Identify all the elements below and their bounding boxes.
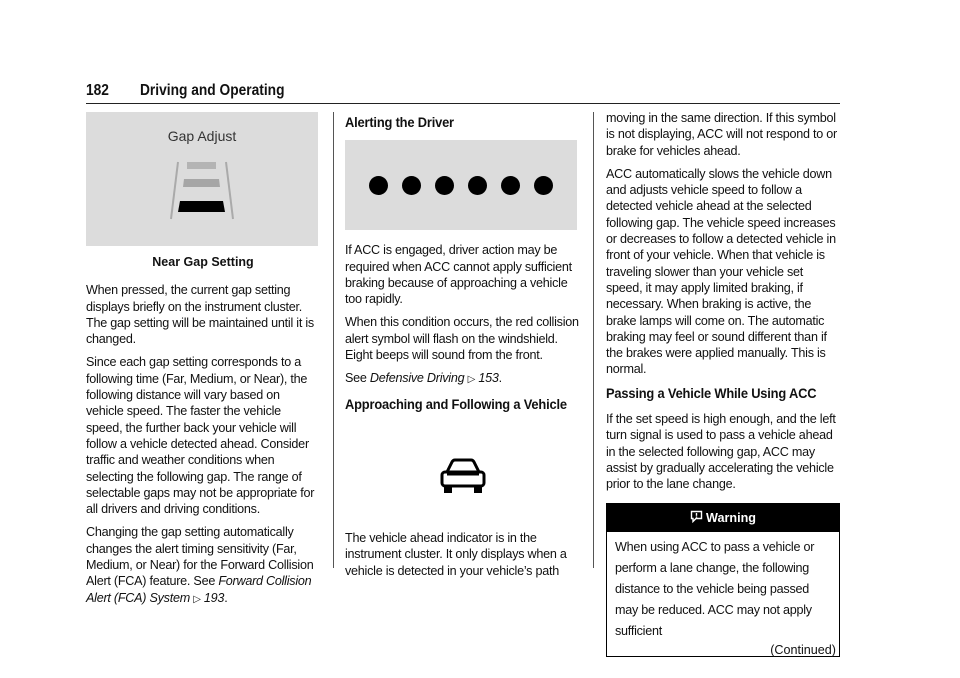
warning-box (606, 503, 840, 657)
xref-page[interactable]: 193 (203, 590, 225, 605)
alert-light-dot (501, 176, 520, 195)
page-reference-icon: ▷ (467, 374, 476, 386)
collision-alert-figure (345, 140, 577, 230)
column-2 (345, 112, 580, 586)
alert-light-dot (369, 176, 388, 195)
paragraph: See Defensive Driving ▷ 153. (345, 371, 502, 386)
warning-speech-icon (690, 510, 703, 523)
figure-title: Gap Adjust (167, 128, 237, 144)
vehicle-indicator-figure (345, 422, 580, 530)
warning-header (607, 504, 839, 532)
alert-light-dot (435, 176, 454, 195)
paragraph: If ACC is engaged, driver action may be required when ACC cannot apply sufficient braking because of approaching a vehicle too rapidly. (345, 243, 572, 307)
xref-page[interactable]: 153 (478, 371, 499, 386)
vehicle-ahead-icon (437, 458, 489, 494)
paragraph: moving in the same direction. If this symbol is not displaying, ACC will not respond to or brake for vehicles ahead. (606, 111, 837, 158)
heading-approaching-vehicle: Approaching and Following a Vehicle (345, 395, 567, 412)
alert-light-dot (468, 176, 487, 195)
heading-alerting-driver: Alerting the Driver (345, 114, 454, 130)
page-number: 182 (86, 82, 109, 99)
paragraph: When this condition occurs, the red collision alert symbol will flash on the windshield. Eight beeps will sound from the front. (345, 315, 579, 363)
gap-setting-icon (86, 112, 318, 246)
figure-caption: Near Gap Setting (152, 255, 254, 269)
gap-adjust-figure (86, 112, 318, 246)
warning-title: Warning (706, 510, 756, 525)
paragraph: ACC automatically slows the vehicle down and adjusts vehicle speed to follow a detected vehicle ahead at the selected following gap. The vehicle speed increases or decreases to follow a detected vehicle in front of your vehicle. When that vehicle is traveling slower than your vehicle set speed, it may apply limited braking, if necessary. When braking is active, the brake lamps will come on. The automatic braking may feel or sound different than if the brakes were applied manually. This is normal. (606, 166, 836, 377)
warning-text: When using ACC to pass a vehicle or perform a lane change, the following distance to the vehicle being passed may be reduced. ACC may not apply sufficient (615, 539, 815, 638)
page-reference-icon: ▷ (193, 593, 201, 605)
paragraph: Changing the gap setting automatically changes the alert timing sensitivity (Far, Medium, or Near) for the Forward Collision Alert (FCA) feature. See Forward Collision Alert (FCA) System ▷ 193. (86, 525, 314, 605)
xref-link[interactable]: Forward Collision Alert (FCA) System (86, 574, 312, 605)
header-rule (86, 103, 840, 104)
section-title: Driving and Operating (140, 82, 285, 99)
column-divider-2 (593, 112, 594, 568)
continued-label: (Continued) (770, 642, 836, 657)
paragraph: The vehicle ahead indicator is in the instrument cluster. It only displays when a vehicle is detected in your vehicle’s path (345, 530, 567, 578)
paragraph: Since each gap setting corresponds to a following time (Far, Medium, or Near), the following distance will vary based on vehicle speed. The faster the vehicle speed, the further back your vehicle will follow a vehicle detected ahead. Consider traffic and weather conditions when selecting the following gap. The range of selectable gaps may not be appropriate for all drivers and driving conditions. (86, 355, 315, 517)
xref-link[interactable]: Defensive Driving (369, 371, 465, 386)
alert-light-dot (534, 176, 553, 195)
paragraph: If the set speed is high enough, and the left turn signal is used to pass a vehicle ahead in the selected following gap, ACC may assist by gradually accelerating the vehicle prior to the lane change. (606, 412, 836, 492)
paragraph: When pressed, the current gap setting displays briefly on the instrument cluster. The gap setting will be maintained until it is changed. (86, 283, 314, 347)
heading-passing-vehicle: Passing a Vehicle While Using ACC (606, 384, 817, 401)
column-divider-1 (333, 112, 334, 568)
column-3 (606, 110, 840, 657)
column-1 (86, 112, 320, 615)
alert-light-dot (402, 176, 421, 195)
